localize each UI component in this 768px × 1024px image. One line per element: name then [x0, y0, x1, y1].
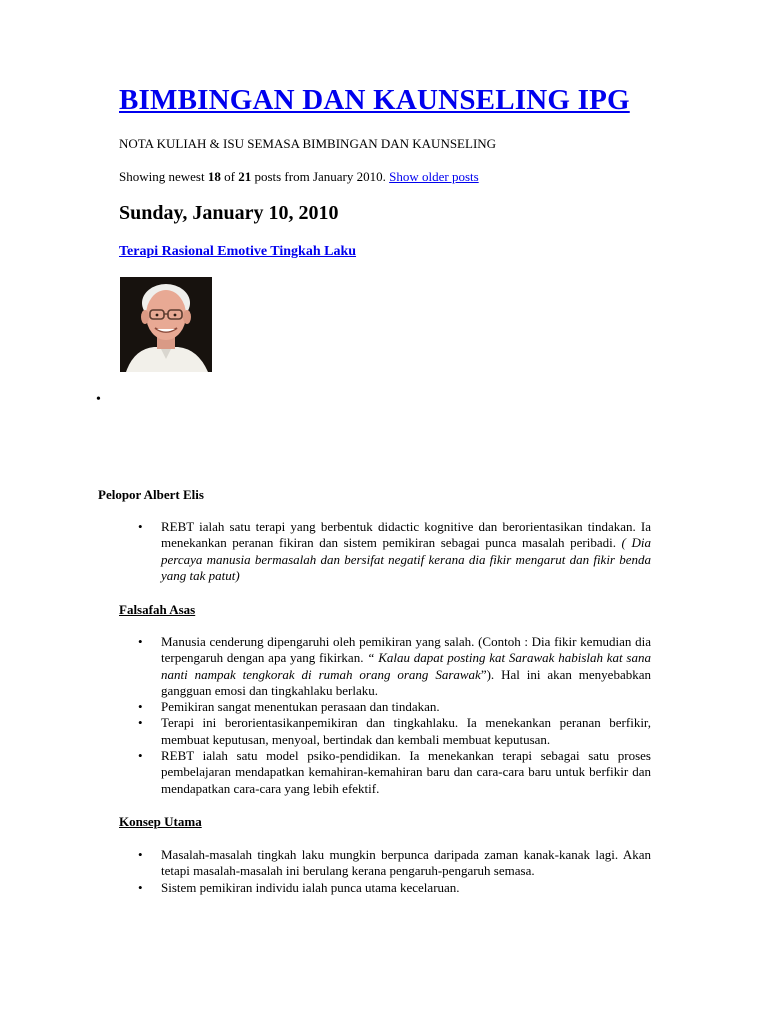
bullet: •: [138, 634, 143, 649]
bullet: •: [138, 699, 143, 715]
list-item-text: Sistem pemikiran individu ialah punca utama kecelaruan.: [161, 879, 460, 895]
falsafah-list: [136, 634, 651, 797]
pelopor-list: [136, 519, 651, 584]
bullet: •: [138, 879, 143, 895]
showing-total: 21: [238, 169, 252, 184]
list-item: [136, 715, 651, 748]
blog-title-link[interactable]: BIMBINGAN DAN KAUNSELING IPG: [119, 84, 630, 116]
empty-list-bullet: •: [96, 392, 101, 407]
post-title[interactable]: [119, 244, 356, 260]
list-item-text: Masalah-masalah tingkah laku mungkin berpunca daripada zaman kanak-kanak lagi. Akan tetapi masalah-masalah ini berulang kerana pengaruh-pengaruh semasa.: [161, 847, 651, 879]
post-date-header: Sunday, January 10, 2010: [119, 202, 339, 224]
list-item-text: REBT ialah satu model psiko-pendidikan. Ia menekankan terapi sebagai satu proses pembelajaran mendapatkan kemahiran-kemahiran baru dan cara-cara baru untuk berfikir dan mendapatkan cara-cara yang lebih efektif.: [161, 748, 651, 796]
list-item-italic: “ Kalau dapat posting kat Sarawak habislah kat sana nanti nampak tengkorak di rumah orang orang Sarawak: [161, 650, 651, 682]
portrait-photo-albert-ellis: [120, 277, 212, 372]
list-item-text: Pemikiran sangat menentukan perasaan dan tindakan.: [161, 699, 440, 715]
list-item: [136, 699, 651, 715]
bullet: •: [138, 748, 143, 764]
bullet: •: [138, 715, 143, 731]
konsep-list: [136, 847, 651, 896]
show-older-posts-link[interactable]: Show older posts: [389, 169, 479, 184]
section-heading-pelopor: Pelopor Albert Elis: [98, 487, 204, 502]
blog-title[interactable]: [119, 84, 630, 117]
showing-of: of: [220, 169, 239, 184]
showing-suffix: posts from January 2010.: [251, 169, 390, 184]
list-item: [136, 634, 651, 699]
list-item-text: Terapi ini berorientasikanpemikiran dan tingkahlaku. Ia menekankan peranan berfikir, membuat keputusan, menyoal, bertindak dan kembali membuat keputusan.: [161, 715, 651, 747]
list-item-text: REBT ialah satu terapi yang berbentuk didactic kognitive dan berorientasikan tindakan. Ia menekankan peranan fikiran dan sistem pemikiran sebagai punca masalah peribadi.: [161, 519, 651, 551]
bullet: •: [138, 519, 143, 534]
showing-prefix: Showing newest: [119, 169, 208, 184]
showing-posts-status: [119, 169, 479, 185]
blog-description: NOTA KULIAH & ISU SEMASA BIMBINGAN DAN KAUNSELING: [119, 136, 497, 151]
list-item: [136, 847, 651, 880]
list-item: [136, 519, 651, 584]
post-title-link[interactable]: Terapi Rasional Emotive Tingkah Laku: [119, 244, 357, 259]
list-item-text: Manusia cenderung dipengaruhi oleh pemikiran yang salah. (Contoh : Dia fikir kemudian dia terpengaruh dengan apa yang fikirkan.: [161, 634, 651, 666]
showing-count: 18: [207, 169, 221, 184]
bullet: •: [138, 847, 143, 862]
list-item: [136, 748, 651, 797]
list-item: [136, 880, 651, 896]
section-heading-konsep: Konsep Utama: [119, 814, 202, 829]
section-heading-falsafah: Falsafah Asas: [119, 602, 196, 617]
list-item-italic: ( Dia percaya manusia bermasalah dan bersifat negatif kerana dia fikir mengarut dan fikir benda yang tak patut): [161, 535, 651, 583]
list-item-tail: ”). Hal ini akan menyebabkan gangguan emosi dan tingkahlaku berlaku.: [161, 666, 651, 698]
portrait-image: [120, 277, 212, 372]
